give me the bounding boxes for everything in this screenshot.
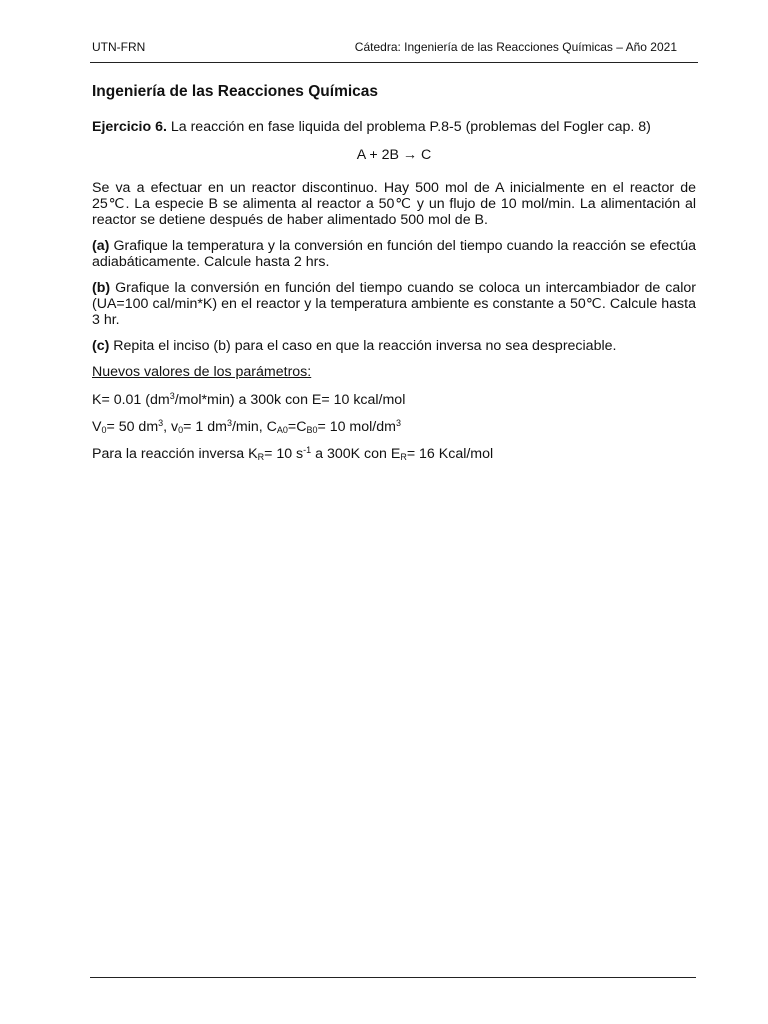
param1-part: /mol*min) a 300k con E= 10 kcal/mol	[174, 392, 406, 408]
params-heading: Nuevos valores de los parámetros:	[92, 364, 312, 380]
param2-part: V	[92, 419, 102, 435]
param2-sup: 3	[395, 418, 401, 428]
item-c-text: Repita el inciso (b) para el caso en que la reacción inversa no sea despreciable.	[109, 338, 617, 354]
param2-part: = 10 mol/dm	[317, 419, 396, 435]
header-institution: UTN-FRN	[92, 40, 146, 54]
item-a-text: Grafique la temperatura y la conversión en función del tiempo cuando la reacción se efectúa adiabáticamente. Calcule hasta 2 hrs.	[92, 238, 696, 270]
param3-sub: R	[400, 452, 407, 462]
param2-sup: 3	[226, 418, 232, 428]
exercise-statement	[92, 119, 696, 135]
item-a	[92, 238, 696, 270]
header-course: Cátedra: Ingeniería de las Reacciones Químicas – Año 2021	[354, 40, 677, 54]
param3-part: a 300K con E	[311, 446, 401, 462]
exercise-label: Ejercicio 6.	[92, 119, 167, 135]
param2-sub: 0	[101, 425, 107, 435]
item-c-label: (c)	[92, 338, 110, 354]
param2-part: /min, C	[231, 419, 277, 435]
param2-sup: 3	[158, 418, 164, 428]
param3-sup: -1	[303, 445, 312, 455]
page-title: Ingeniería de las Reacciones Químicas	[92, 83, 379, 100]
param-reverse-reaction	[92, 446, 696, 462]
header-rule	[90, 62, 698, 63]
reaction-equation: A + 2B → C	[356, 147, 432, 163]
param2-part: =C	[287, 419, 307, 435]
item-a-label: (a)	[92, 238, 110, 254]
param3-part: Para la reacción inversa K	[92, 446, 258, 462]
item-c	[92, 338, 696, 354]
document-body	[92, 82, 696, 473]
param3-part: = 16 Kcal/mol	[406, 446, 494, 462]
param2-sub: 0	[178, 425, 184, 435]
param-rate-constant	[92, 392, 696, 408]
item-b	[92, 280, 696, 328]
param3-part: = 10 s	[264, 446, 304, 462]
param2-sub: B0	[306, 425, 318, 435]
param-volumes-concentrations	[92, 419, 696, 435]
item-b-text: Grafique la conversión en función del tiempo cuando se coloca un intercambiador de calor (UA=100 cal/min*K) en el reactor y la temperatura ambiente es constante a 50℃. Calcule hasta 3 hr.	[92, 280, 696, 328]
param3-sub: R	[257, 452, 265, 462]
footer-rule	[90, 977, 696, 978]
param1-sup: 3	[169, 391, 175, 401]
param2-part: = 50 dm	[106, 419, 159, 435]
exercise-text: La reacción en fase liquida del problema P.8-5 (problemas del Fogler cap. 8)	[166, 119, 651, 135]
item-b-label: (b)	[92, 280, 111, 296]
param1-part: K= 0.01 (dm	[92, 392, 170, 408]
param2-part: , v	[163, 419, 179, 435]
intro-paragraph: Se va a efectuar en un reactor discontinuo. Hay 500 mol de A inicialmente en el reactor de 25℃. La especie B se alimenta al reactor a 50℃ y un flujo de 10 mol/min. La alimentación al reactor se detiene después de haber alimentado 500 mol de B.	[92, 180, 696, 228]
param2-part: = 1 dm	[183, 419, 227, 435]
param2-sub: A0	[276, 425, 288, 435]
